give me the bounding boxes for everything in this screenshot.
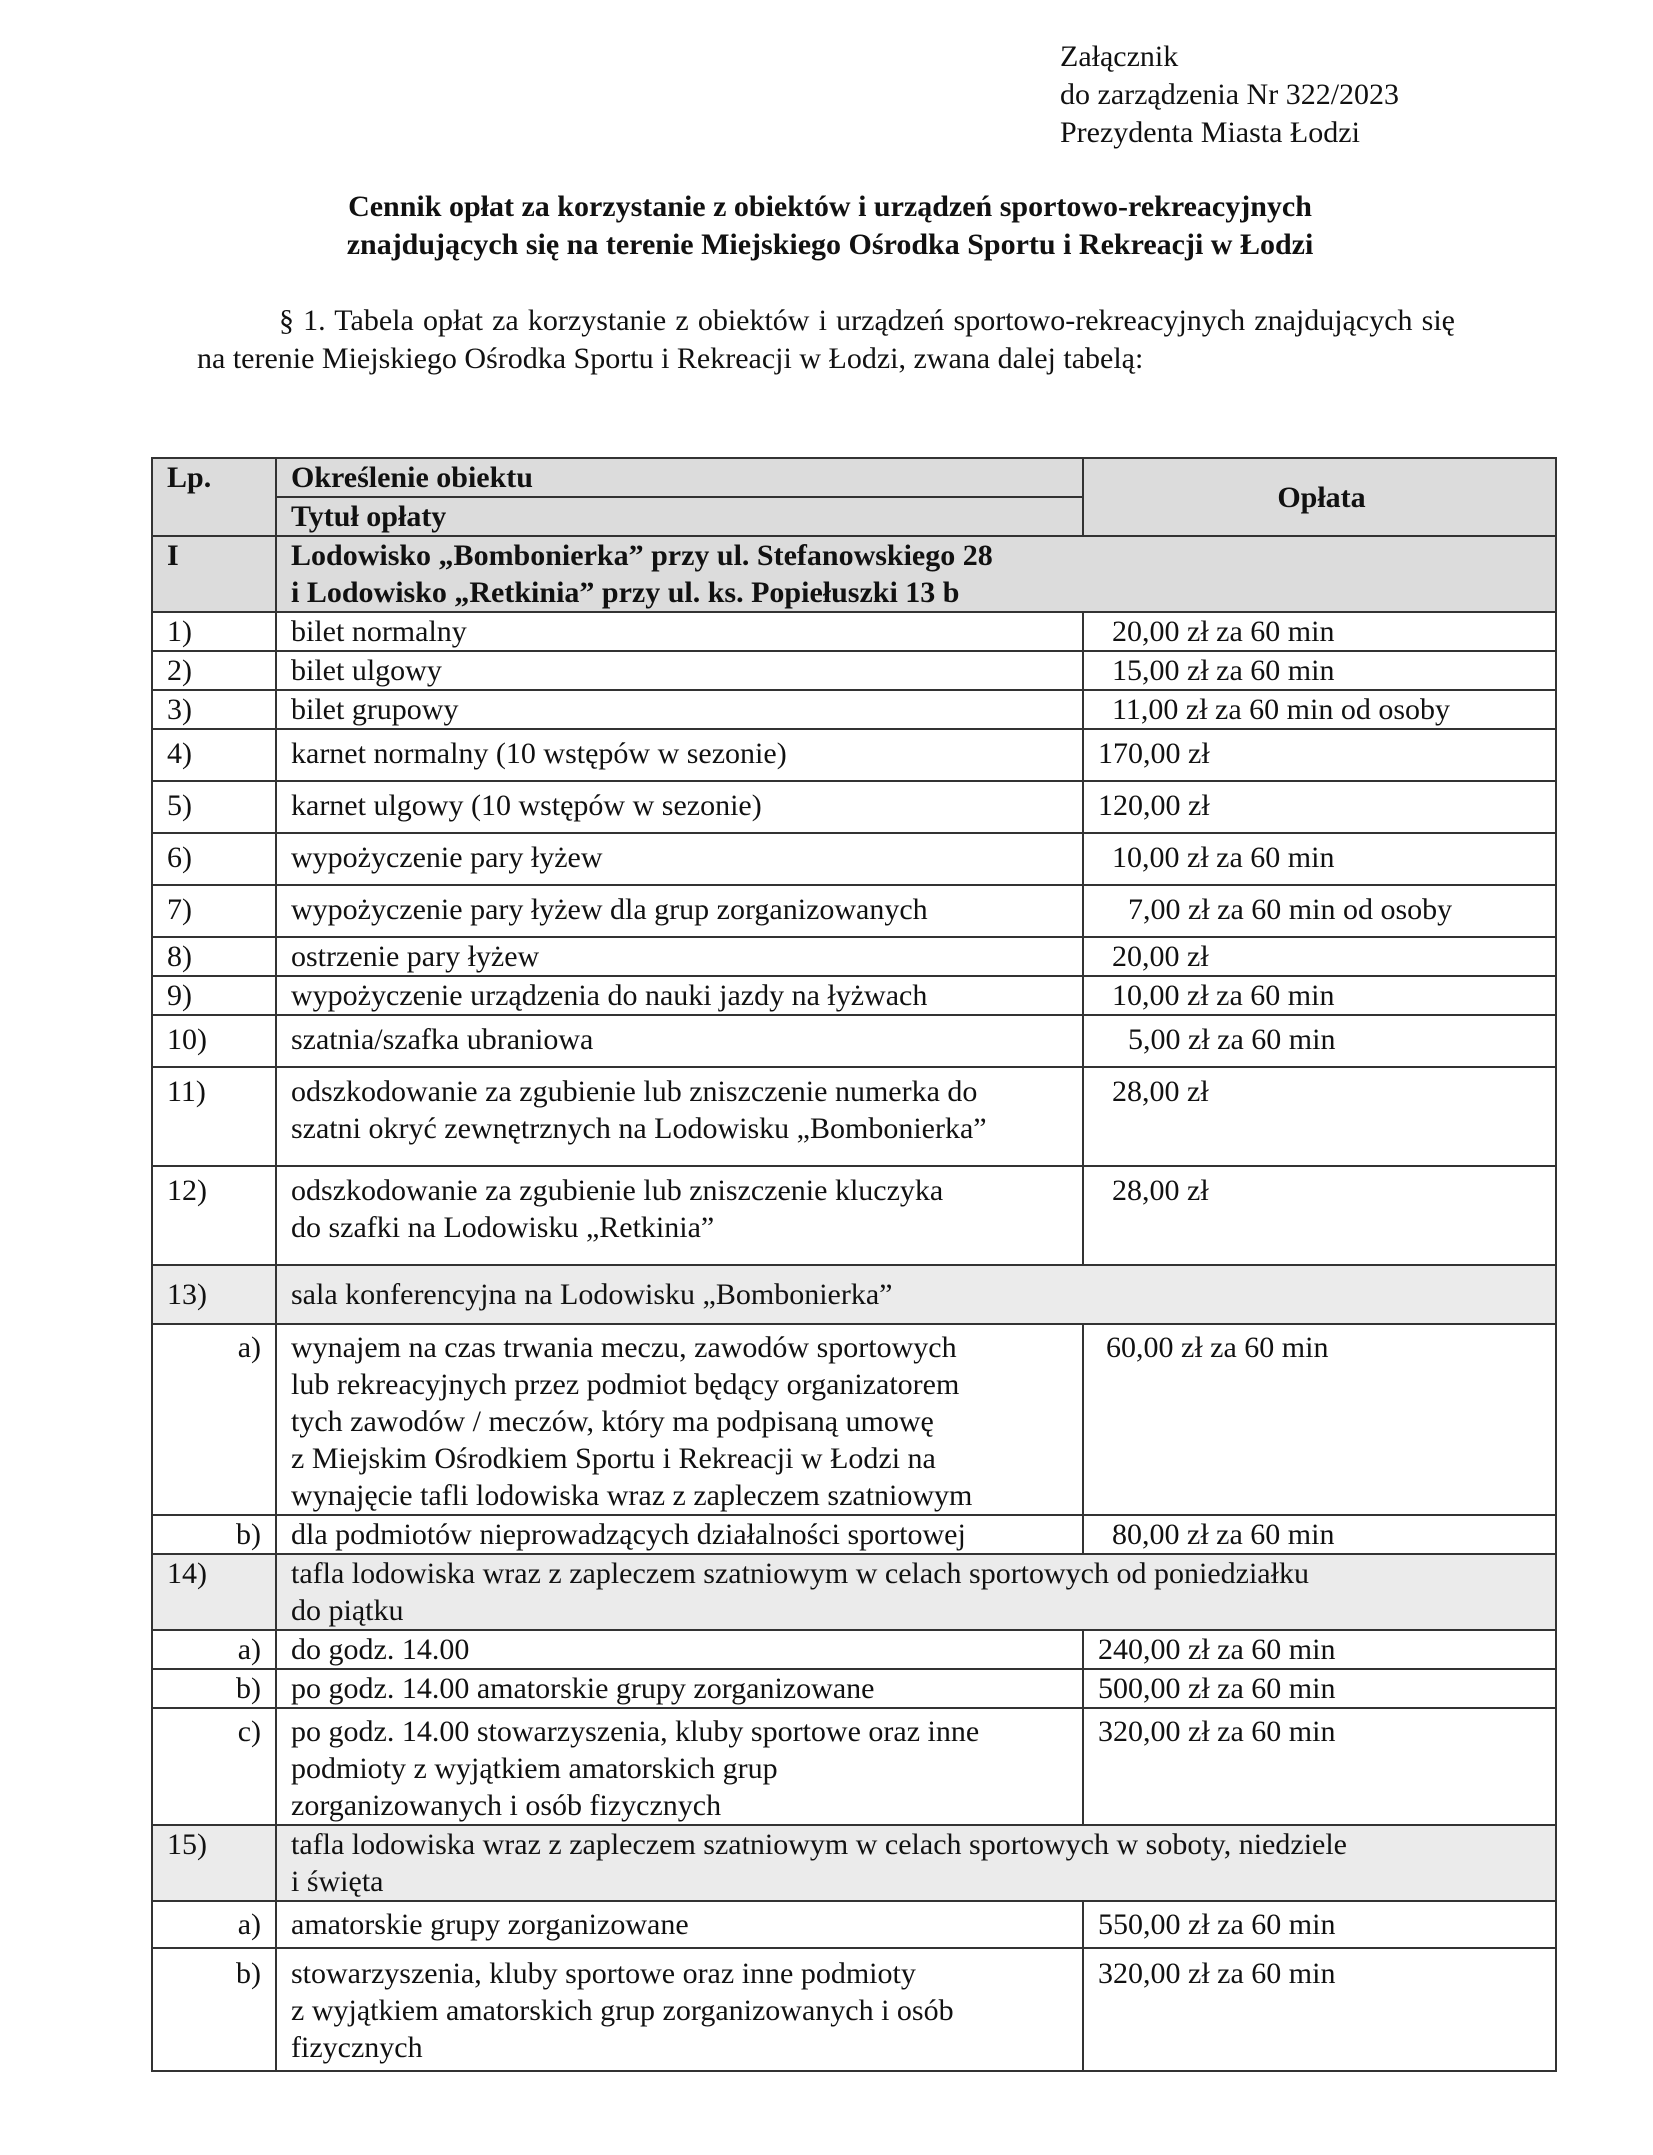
row-desc (276, 1554, 1556, 1630)
desc-line: stowarzyszenia, kluby sportowe oraz inne podmioty (291, 1957, 916, 1990)
group-row (152, 1554, 1556, 1630)
row-lp: a) (152, 1901, 276, 1948)
row-fee: 240,00 zł za 60 min (1083, 1630, 1556, 1669)
row-desc (276, 1708, 1083, 1825)
row-lp: a) (152, 1324, 276, 1515)
desc-line: odszkodowanie za zgubienie lub zniszczenie kluczyka (291, 1174, 944, 1207)
row-lp: 9) (152, 976, 276, 1015)
row-desc: po godz. 14.00 amatorskie grupy zorganizowane (276, 1669, 1083, 1708)
header-object: Określenie obiektu (276, 458, 1083, 497)
row-desc: sala konferencyjna na Lodowisku „Bombonierka” (276, 1265, 1556, 1324)
attachment-line: Załącznik (1060, 40, 1179, 73)
row-desc: amatorskie grupy zorganizowane (276, 1901, 1083, 1948)
desc-line: tych zawodów / meczów, który ma podpisaną umowę (291, 1405, 934, 1438)
row-fee: 20,00 zł za 60 min (1083, 612, 1556, 651)
row-lp: b) (152, 1669, 276, 1708)
row-desc (276, 1166, 1083, 1265)
attachment-header (1060, 38, 1399, 152)
title-line: Cennik opłat za korzystanie z obiektów i urządzeń sportowo-rekreacyjnych (348, 190, 1312, 223)
attachment-line: Prezydenta Miasta Łodzi (1060, 116, 1360, 149)
row-fee: 320,00 zł za 60 min (1083, 1948, 1556, 2071)
desc-line: tafla lodowiska wraz z zapleczem szatniowym w celach sportowych w soboty, niedziele (291, 1828, 1347, 1861)
row-lp: 3) (152, 690, 276, 729)
table-row (152, 1324, 1556, 1515)
title-line: znajdujących się na terenie Miejskiego Ośrodka Sportu i Rekreacji w Łodzi (346, 228, 1314, 261)
row-lp: 14) (152, 1554, 276, 1630)
intro-paragraph: § 1. Tabela opłat za korzystanie z obiektów i urządzeń sportowo-rekreacyjnych znajdujących się na terenie Miejskiego Ośrodka Sportu i Rekreacji w Łodzi, zwana dalej tabelą: (197, 304, 1455, 375)
desc-line: wynajęcie tafli lodowiska wraz z zapleczem szatniowym (291, 1479, 973, 1512)
row-fee: 28,00 zł (1083, 1166, 1556, 1265)
row-desc: dla podmiotów nieprowadzących działalności sportowej (276, 1515, 1083, 1554)
desc-line: odszkodowanie za zgubienie lub zniszczenie numerka do (291, 1075, 978, 1108)
row-fee: 60,00 zł za 60 min (1083, 1324, 1556, 1515)
row-lp: 7) (152, 885, 276, 937)
row-lp: b) (152, 1948, 276, 2071)
table-row (152, 612, 1556, 651)
row-fee: 11,00 zł za 60 min od osoby (1083, 690, 1556, 729)
row-fee: 120,00 zł (1083, 781, 1556, 833)
header-fee-title: Tytuł opłaty (276, 497, 1083, 536)
row-lp: a) (152, 1630, 276, 1669)
row-desc: karnet normalny (10 wstępów w sezonie) (276, 729, 1083, 781)
row-desc: szatnia/szafka ubraniowa (276, 1015, 1083, 1067)
table-row (152, 1948, 1556, 2071)
row-lp: c) (152, 1708, 276, 1825)
table-header-row (152, 458, 1556, 497)
row-fee: 10,00 zł za 60 min (1083, 976, 1556, 1015)
desc-line: szatni okryć zewnętrznych na Lodowisku „Bombonierka” (291, 1112, 987, 1145)
section-title (276, 536, 1083, 612)
header-fee: Opłata (1083, 458, 1556, 536)
table-row (152, 1901, 1556, 1948)
row-desc (276, 1825, 1556, 1901)
row-fee: 28,00 zł (1083, 1067, 1556, 1166)
desc-line: po godz. 14.00 stowarzyszenia, kluby sportowe oraz inne (291, 1715, 980, 1748)
table-row (152, 937, 1556, 976)
table-row (152, 781, 1556, 833)
desc-line: z wyjątkiem amatorskich grup zorganizowanych i osób (291, 1994, 954, 2027)
desc-line: podmioty z wyjątkiem amatorskich grup (291, 1752, 778, 1785)
row-lp: 1) (152, 612, 276, 651)
desc-line: zorganizowanych i osób fizycznych (291, 1789, 722, 1822)
row-fee: 10,00 zł za 60 min (1083, 833, 1556, 885)
row-desc: bilet grupowy (276, 690, 1083, 729)
row-lp: 5) (152, 781, 276, 833)
row-desc: do godz. 14.00 (276, 1630, 1083, 1669)
row-lp: 12) (152, 1166, 276, 1265)
table-row (152, 1515, 1556, 1554)
attachment-line: do zarządzenia Nr 322/2023 (1060, 78, 1400, 111)
table-row (152, 651, 1556, 690)
table-row (152, 1630, 1556, 1669)
row-lp: 8) (152, 937, 276, 976)
row-desc: ostrzenie pary łyżew (276, 937, 1083, 976)
row-desc: wypożyczenie pary łyżew dla grup zorganizowanych (276, 885, 1083, 937)
row-fee: 5,00 zł za 60 min (1083, 1015, 1556, 1067)
table-row (152, 1708, 1556, 1825)
row-desc (276, 1948, 1083, 2071)
desc-line: lub rekreacyjnych przez podmiot będący organizatorem (291, 1368, 960, 1401)
row-fee: 170,00 zł (1083, 729, 1556, 781)
section-fee (1083, 536, 1556, 612)
group-row (152, 1825, 1556, 1901)
row-desc: bilet normalny (276, 612, 1083, 651)
row-lp: b) (152, 1515, 276, 1554)
row-lp: 11) (152, 1067, 276, 1166)
row-desc (276, 1324, 1083, 1515)
desc-line: z Miejskim Ośrodkiem Sportu i Rekreacji w Łodzi na (291, 1442, 936, 1475)
row-fee: 7,00 zł za 60 min od osoby (1083, 885, 1556, 937)
table-row (152, 1669, 1556, 1708)
header-lp: Lp. (152, 458, 276, 536)
document-title (160, 188, 1500, 264)
fee-table (151, 457, 1557, 2072)
table-row (152, 690, 1556, 729)
section-row (152, 536, 1556, 612)
desc-line: fizycznych (291, 2031, 423, 2064)
row-fee: 80,00 zł za 60 min (1083, 1515, 1556, 1554)
table-row (152, 729, 1556, 781)
desc-line: tafla lodowiska wraz z zapleczem szatniowym w celach sportowych od poniedziałku (291, 1557, 1309, 1590)
section-line: Lodowisko „Bombonierka” przy ul. Stefanowskiego 28 (291, 539, 993, 572)
row-fee: 550,00 zł za 60 min (1083, 1901, 1556, 1948)
table-row (152, 976, 1556, 1015)
row-lp: 10) (152, 1015, 276, 1067)
row-lp: 4) (152, 729, 276, 781)
row-desc: wypożyczenie pary łyżew (276, 833, 1083, 885)
section-line: i Lodowisko „Retkinia” przy ul. ks. Popiełuszki 13 b (291, 576, 960, 609)
row-desc: wypożyczenie urządzenia do nauki jazdy na łyżwach (276, 976, 1083, 1015)
row-lp: 6) (152, 833, 276, 885)
table-row (152, 1015, 1556, 1067)
row-lp: 13) (152, 1265, 276, 1324)
row-lp: 15) (152, 1825, 276, 1901)
desc-line: do piątku (291, 1594, 404, 1627)
row-desc: karnet ulgowy (10 wstępów w sezonie) (276, 781, 1083, 833)
desc-line: wynajem na czas trwania meczu, zawodów sportowych (291, 1331, 957, 1364)
row-lp: 2) (152, 651, 276, 690)
desc-line: do szafki na Lodowisku „Retkinia” (291, 1211, 715, 1244)
table-row (152, 833, 1556, 885)
desc-line: i święta (291, 1865, 384, 1898)
row-desc: bilet ulgowy (276, 651, 1083, 690)
table-row (152, 1166, 1556, 1265)
row-fee: 500,00 zł za 60 min (1083, 1669, 1556, 1708)
row-fee: 15,00 zł za 60 min (1083, 651, 1556, 690)
section-lp: I (152, 536, 276, 612)
table-row (152, 1067, 1556, 1166)
row-desc (276, 1067, 1083, 1166)
group-row (152, 1265, 1556, 1324)
row-fee: 320,00 zł za 60 min (1083, 1708, 1556, 1825)
row-fee: 20,00 zł (1083, 937, 1556, 976)
table-row (152, 885, 1556, 937)
